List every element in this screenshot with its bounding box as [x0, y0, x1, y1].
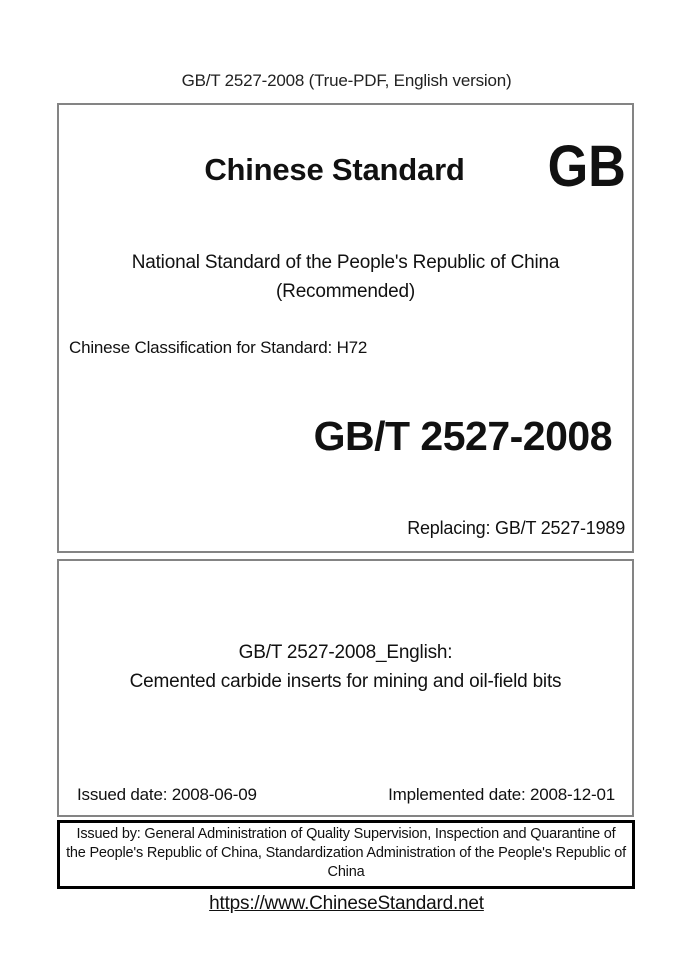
issuer-text [60, 823, 632, 886]
page-header: GB/T 2527-2008 (True-PDF, English version) [181, 71, 512, 90]
title-box [57, 559, 634, 817]
english-title-line1: GB/T 2527-2008_English: [238, 642, 453, 663]
national-standard-line: National Standard of the People's Republic of China [131, 252, 560, 273]
brand-title: Chinese Standard [204, 152, 465, 187]
gb-logo: GB [548, 134, 626, 199]
issuer-line-2: the People's Republic of China, Standardization Administration of the People's Republic of [66, 845, 626, 861]
classification-code: Chinese Classification for Standard: H72 [69, 338, 368, 357]
recommended-line: (Recommended) [276, 281, 415, 302]
issued-date: Issued date: 2008-06-09 [77, 785, 257, 804]
issuer-line-3: China [327, 864, 365, 880]
footer [0, 893, 693, 915]
english-title-line2: Cemented carbide inserts for mining and oil-field bits [129, 671, 562, 692]
replacing-note: Replacing: GB/T 2527-1989 [407, 518, 625, 538]
issuer-line-1: Issued by: General Administration of Quality Supervision, Inspection and Quarantine of [76, 826, 616, 842]
standard-code: GB/T 2527-2008 [313, 413, 612, 459]
website-link[interactable]: https://www.ChineseStandard.net [209, 893, 484, 914]
issuer-box [57, 820, 635, 889]
cover-box [57, 103, 634, 553]
implemented-date: Implemented date: 2008-12-01 [388, 785, 615, 804]
